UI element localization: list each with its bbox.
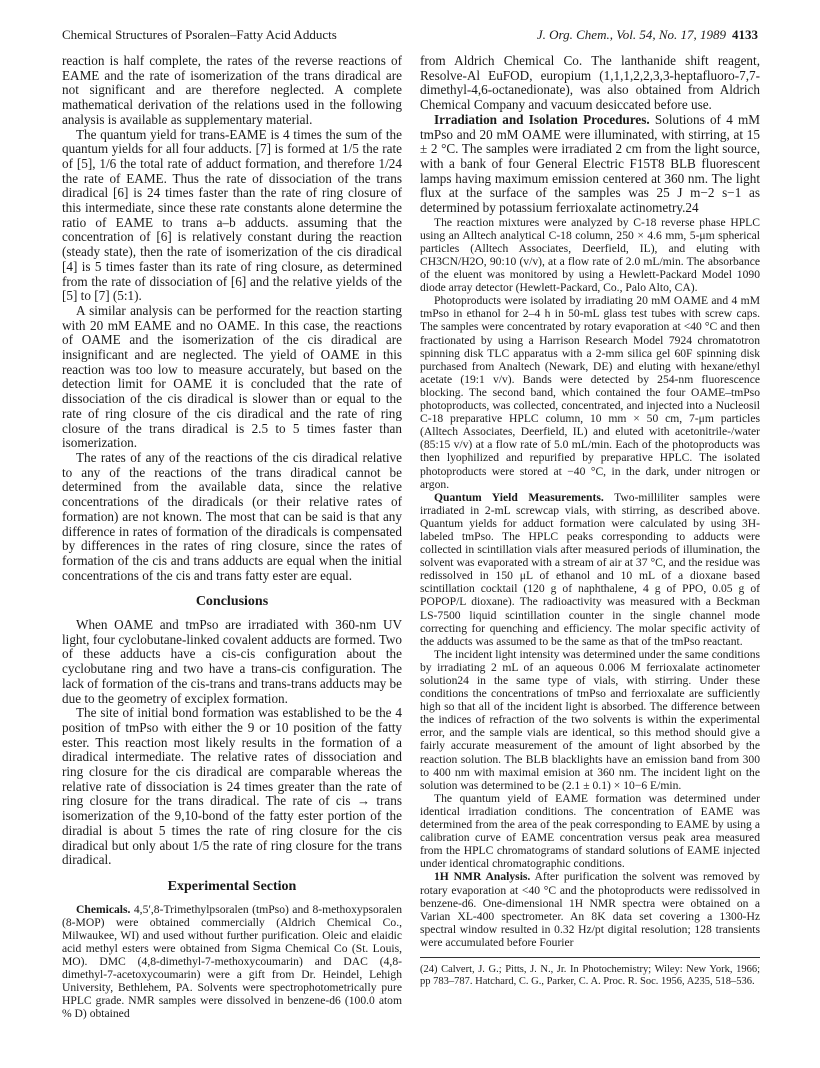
paragraph: A similar analysis can be performed for the reaction starting with 20 mM EAME and no OAME. In this case, the reactions of OAME and the isomerization of the cis diradical are insignificant and are neglected. The yield of OAME in this reaction was too low to measure accurately, but based on the detection limit for OAME it is concluded that the rate of dissociation of the cis diradical is slower than or equal to the rate of ring closure of the cis diradical and the rate of ring closure of the trans diradical is 2.5 to 5 times faster than isomerization. [62, 302, 402, 451]
running-title: Chemical Structures of Psoralen–Fatty Acid Adducts [62, 27, 337, 42]
paragraph-text: 4,5′,8-Trimethylpsoralen (tmPso) and 8-methoxypsoralen (8-MOP) were obtained commercially (Aldrich Chemical Co., Milwaukee, WI) and used without further purification. Oleic and elaidic acid methyl esters were obtained from Sigma Chemical Co (St. Louis, MO). DMC (4,8-dimethyl-7-methoxycoumarin) and DAC (4,8-dimethyl-7-acetoxycoumarin) were a gift from Dr. Heindel, Lehigh University, Bethlehem, PA. Solvents were spectrophotometrically pure HPLC grade. NMR samples were dissolved in benzene-d6 (100.0 atom % D) obtained [62, 902, 402, 1021]
footnote [420, 957, 760, 989]
paragraph: The quantum yield of EAME formation was determined under identical irradiation conditions. The concentration of EAME was determined from the area of the peak corresponding to EAME by using a calibration curve of EAME concentration versus peak area measured from the HPLC chromatograms of standard solutions of EAME injected under identical chromatographic conditions. [420, 791, 760, 871]
paragraph: from Aldrich Chemical Co. The lanthanide shift reagent, Resolve-Al EuFOD, europium (1,1,1,2,2,3,3-heptafluoro-7,7-dimethyl-4,6-octanedionate), was also obtained from Aldrich Chemical Company and vacuum desiccated before use. [420, 53, 760, 113]
runin-heading: 1H NMR Analysis. [434, 870, 531, 884]
paragraph: reaction is half complete, the rates of the reverse reactions of EAME and the rate of isomerization of the trans diradical are not significant and are therefore neglected. A complete mathematical derivation of the relations used in the following analysis is available as supplementary material. [62, 53, 402, 127]
journal-citation [537, 27, 758, 43]
page-number: 4133 [732, 27, 758, 42]
paragraph: The reaction mixtures were analyzed by C-18 reverse phase HPLC using an Alltech analytical C-18 column, 250 × 4.6 mm, 5-μm spherical particles (Alltech Associates, Deerfield, IL), and eluting with CH3CN/H2O, 90:10 (v/v), at a flow rate of 2.0 mL/min. The absorbance of the eluent was monitored by using a Hewlett-Packard Model 1090 diode array detector (Hewlett-Packard, Co., Palo Alto, CA). [420, 215, 760, 295]
runin-heading: Quantum Yield Measurements. [434, 490, 604, 504]
paragraph [420, 113, 760, 216]
paragraph [420, 491, 760, 648]
running-header [62, 27, 758, 45]
paragraph: The site of initial bond formation was established to be the 4 position of tmPso with either the 9 or 10 position of the fatty ester. This reaction most likely results in the formation of a diradical intermediate. The relative rates of dissociation and ring closure for the cis diradical are comparable whereas the relative rate of dissociation is 24 times greater than the rate of ring closure for the trans diradical. The rate of cis → trans isomerization of the 9,10-bond of the fatty ester portion of the diradial is about 5 times the rate of ring closure for the cis diradical but only about 1/5 the rate of ring closure for the trans diradical. [62, 705, 402, 868]
paragraph-text: Solutions of 4 mM tmPso and 20 mM OAME were illuminated, with stirring, at 15 ± 2 °C. The samples were irradiated 2 cm from the light source, with a bank of four General Electric F15T8 BLB fluorescent lamps having maximum emission centered at 360 nm. The light flux at the surface of the samples was 25 J m−2 s−1 as determined by potassium ferrioxalate actinometry.24 [420, 111, 761, 216]
paragraph: Photoproducts were isolated by irradiating 20 mM OAME and 4 mM tmPso in ethanol for 2–4 h in 50-mL glass test tubes with screw caps. The samples were concentrated by rotary evaporation at <40 °C and then fractionated by using a Harrison Research Model 7924 chromatotron spinning disk TLC apparatus with a 2-mm silica gel 60F spinning disk purchased from Analtech (Newark, DE) and eluting with hexane/ethyl acetate (19:1 v/v). Bands were detected by 254-nm fluorescence blocking. The second band, which contained the four OAME–tmPso photoproducts, was collected, concentrated, and injected into a Nucleosil C-18 preparative HPLC column, 10 mm × 50 cm, 7-μm particles (Alltech Associates, Deerfield, IL) and eluted with acetonitrile-/water (85:15 v/v) at a flow rate of 5.0 mL/min. Each of the photoproducts was then lyophilized and repurified by preparative HPLC. The isolated photoproducts were stored at −40 °C, in the dark, under nitrogen or argon. [420, 294, 760, 491]
paragraph: The incident light intensity was determined under the same conditions by irradiating 2 mL of an aqueous 0.006 M ferrioxalate actinometer solution24 in the same type of vials, with stirring. Under these conditions the concentrations of tmPso and ferrioxalate are sufficiently high so that all of the incident light is absorbed. The difference between the indices of refraction of the two solvents is within the experimental error, and the sample vials are identical, so this method should give a fairly accurate measurement of the amount of light absorbed by the reaction solution. The BLB blacklights have an emission band from 300 to 400 nm with maximal emision at 360 nm. The incident light on the solution was determined to be (2.1 ± 0.1) × 10−6 E/min. [420, 647, 760, 792]
runin-heading: Chemicals. [76, 902, 131, 916]
journal-name: J. Org. Chem., Vol. 54, No. 17, 1989 [536, 27, 726, 42]
paragraph [62, 903, 402, 1021]
paragraph: When OAME and tmPso are irradiated with 360-nm UV light, four cyclobutane-linked covalent adducts are formed. Two of these adducts have a cis-cis configuration about the cyclobutane ring and two have a trans-cis configuration. The lack of formation of the cis-trans and trans-trans adducts may be due to the geometry of exciplex formation. [62, 617, 402, 706]
section-heading-experimental: Experimental Section [167, 878, 297, 894]
paragraph [420, 870, 760, 949]
paragraph: The rates of any of the reactions of the cis diradical relative to any of the reactions of the trans diradical cannot be determined from the available data, since the relative concentrations of the diradicals (or their relative rates of formation) are not known. The most that can be said is that any difference in rates of formation of the diradicals is compensated by differences in the rates of ring closure, since the rates of formation of the cis and trans adducts are equal when the initial concentrations of the cis and trans fatty ester are equal. [62, 449, 402, 583]
left-column [62, 54, 402, 1021]
footnote-text: (24) Calvert, J. G.; Pitts, J. N., Jr. In Photochemistry; Wiley: New York, 1966; pp 783–787. Hatchard, C. G., Parker, C. A. Proc. R. Soc. 1956, A235, 518–536. [420, 963, 760, 988]
paragraph: The quantum yield for trans-EAME is 4 times the sum of the quantum yields for all four adducts. [7] is formed at 1/5 the rate of [5], 1/6 the total rate of adduct formation, and therefore 1/24 the rate of EAME. Thus the rate of dissociation of the trans diradical [6] is 24 times faster than the rate of ring closure of this intermediate, since these rate constants alone determine the ratio of EAME to trans a–b adducts. assuming that the concentration of [6] is relatively constant during the reaction (steady state), then the rate of isomerization of the cis diradical [4] is 5 times faster than its rate of ring closure, as determined from the rate of dissociation of [6] and the relative yields of the [5] to [7] (5:1). [62, 126, 402, 304]
right-column [420, 54, 760, 989]
paragraph-text: After purification the solvent was removed by rotary evaporation at <40 °C and the photoproducts were redissolved in benzene-d6. One-dimensional 1H NMR spectra were obtained on a Varian XL-400 spectrometer. An 8K data set covering a 1300-Hz spectral window resulted in 0.32 Hz/pt digital resolution; 128 transients were accumulated before Fourier [420, 870, 760, 949]
runin-heading: Irradiation and Isolation Procedures. [434, 111, 650, 127]
section-heading-conclusions: Conclusions [195, 594, 269, 610]
paragraph-text: Two-milliliter samples were irradiated in 2-mL screwcap vials, with stirring, as described above. Quantum yields for adduct formation were calculated by using 3H-labeled tmPso. The HPLC peaks corresponding to adducts were collected in scintillation vials after measured periods of illumination, the solvent was evaporated with a stream of air at 37 °C, and the residue was redissolved in 150 μL of ethanol and 10 mL of a dioxane based scintillation cocktail (120 g of naphthalene, 4 g of PPO, 0.05 g of POPOP/L dioxane). The radioactivity was measured with a Beckman LS-7500 liquid scintillation counter in the single channel mode correcting for quenching and efficiency. The molar specific activity of the adducts was assumed to be the same as that of the tmPso reactant. [420, 490, 760, 648]
